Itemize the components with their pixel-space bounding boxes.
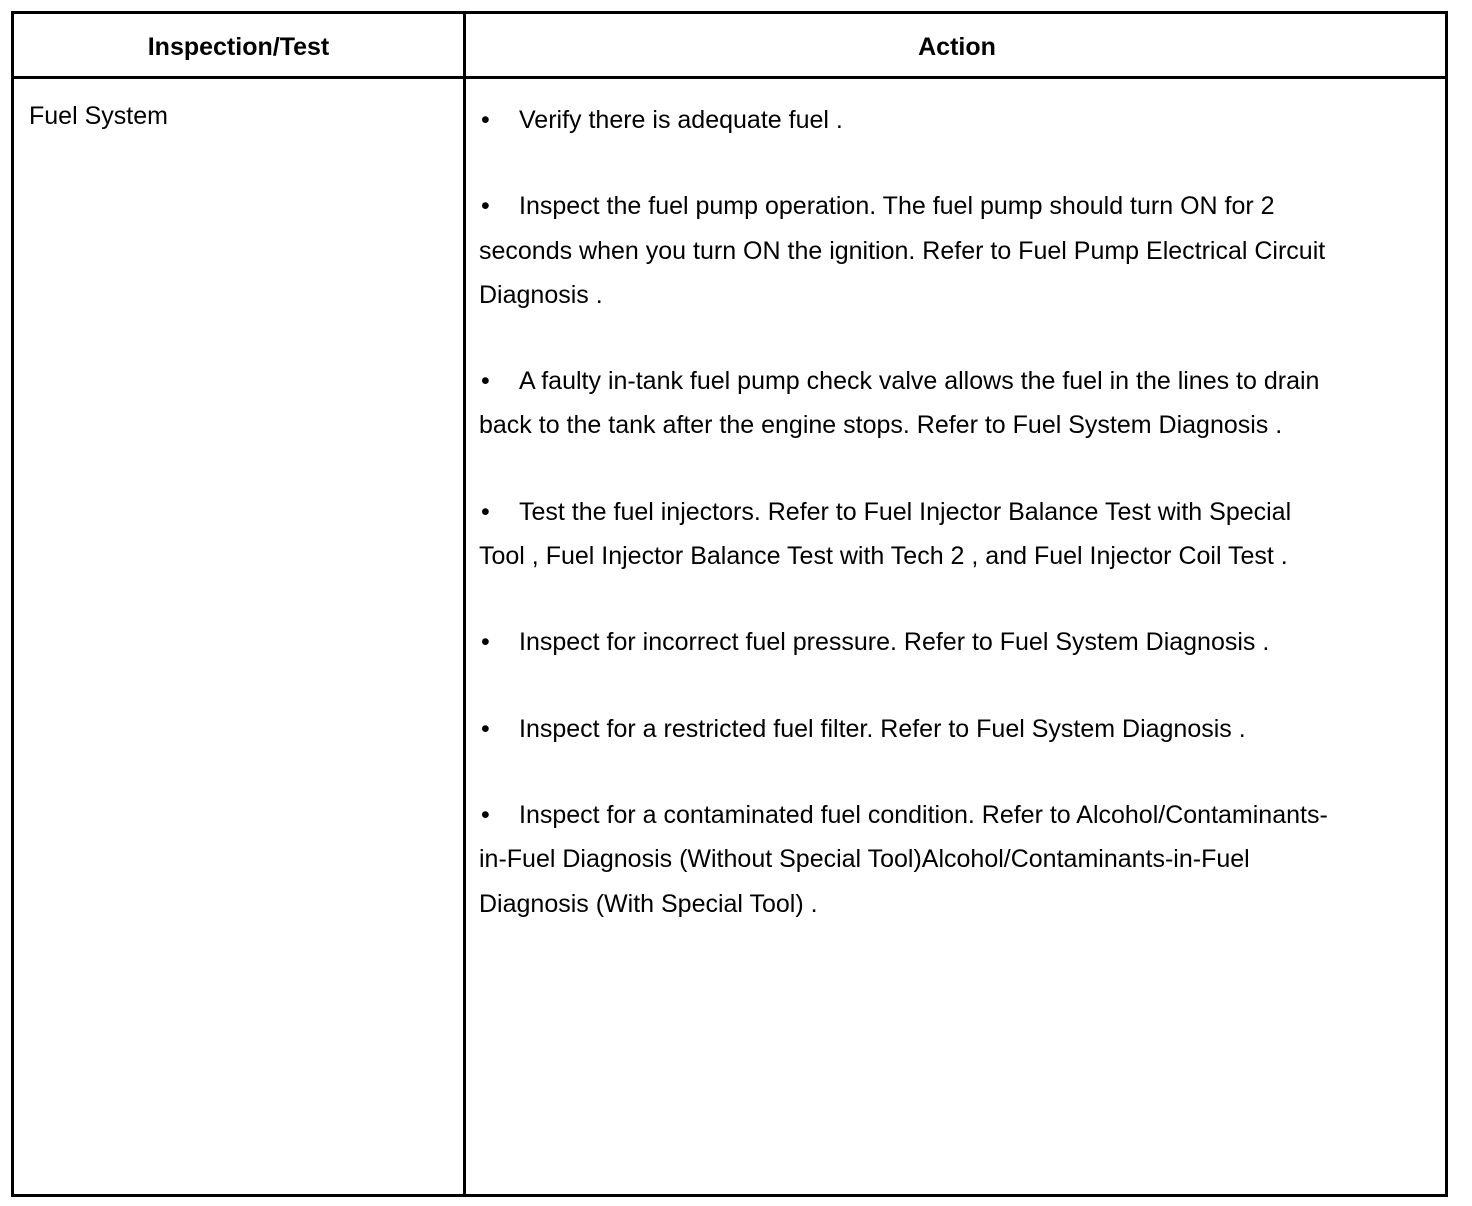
inspection-cell: Fuel System: [29, 102, 168, 130]
action-text: Inspect for incorrect fuel pressure. Refer to Fuel System Diagnosis .: [519, 628, 1270, 657]
action-text: Inspect the fuel pump operation. The fuel pump should turn ON for 2 seconds when you turn ON the ignition. Refer to Fuel Pump Electrical Circuit Diagnosis .: [479, 192, 1326, 309]
bullet-icon: •: [481, 628, 490, 657]
bullet-icon: •: [481, 192, 490, 221]
action-item-fuel-pump-operation: [479, 184, 1339, 317]
action-text: Test the fuel injectors. Refer to Fuel Injector Balance Test with Special Tool , Fuel Injector Balance Test with Tech 2 , and Fuel Injector Coil Test .: [479, 497, 1292, 571]
action-item-check-valve: [479, 359, 1339, 448]
bullet-icon: •: [481, 367, 490, 396]
action-text: Inspect for a contaminated fuel condition. Refer to Alcohol/Contaminants-in-Fuel Diagnosis (Without Special Tool)Alcohol/Contaminants-in-Fuel Diagnosis (With Special Tool) .: [479, 800, 1328, 918]
action-text: A faulty in-tank fuel pump check valve allows the fuel in the lines to drain back to the tank after the engine stops. Refer to Fuel System Diagnosis .: [479, 367, 1320, 440]
action-item-adequate-fuel: [479, 98, 1339, 142]
header-inspection-test: Inspection/Test: [147, 33, 330, 61]
diagnostic-table: [11, 11, 1448, 1197]
action-cell: [479, 98, 1339, 926]
table-header-row: [14, 14, 1445, 79]
column-divider: [463, 14, 466, 1194]
action-item-fuel-injectors: [479, 490, 1339, 579]
bullet-icon: •: [481, 800, 490, 829]
action-item-fuel-filter: [479, 707, 1339, 751]
action-text: Inspect for a restricted fuel filter. Refer to Fuel System Diagnosis .: [519, 714, 1246, 743]
action-item-contaminated-fuel: [479, 793, 1339, 926]
action-text: Verify there is adequate fuel .: [519, 106, 843, 134]
action-item-fuel-pressure: [479, 620, 1339, 664]
header-action: Action: [918, 33, 996, 61]
bullet-icon: •: [481, 497, 490, 526]
bullet-icon: •: [481, 714, 490, 743]
bullet-icon: •: [481, 106, 490, 134]
